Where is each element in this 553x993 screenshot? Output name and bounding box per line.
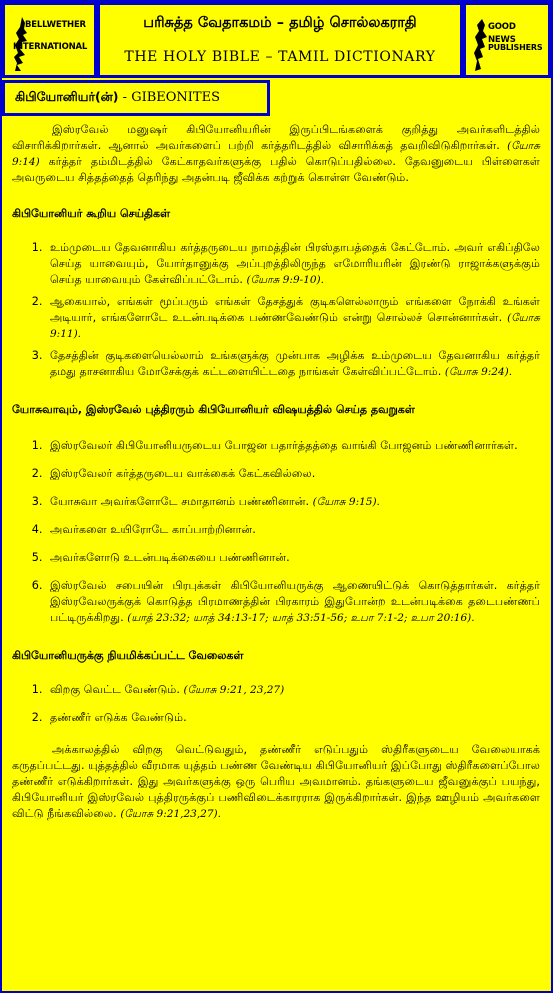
list-item xyxy=(46,550,540,566)
intro-paragraph xyxy=(12,122,540,186)
list-item xyxy=(46,240,540,288)
good-news-logo-line1: GOOD NEWS xyxy=(488,22,516,45)
list-item xyxy=(46,438,540,454)
list-item-text: அவர்களை உயிரோடே காப்பாற்றினான். xyxy=(50,523,256,536)
entry-title-tamil: கிபியோனியர்(ன்) xyxy=(15,89,119,104)
list-item xyxy=(46,348,540,380)
list-item xyxy=(46,294,540,342)
list-item xyxy=(46,578,540,626)
intro-text: இஸ்ரவேல் மனுஷர் கிபியோனியரின் இருப்பிடங்களைக் குறித்து அவர்களிடத்தில் விசாரிக்கிறார்கள். ஆனால் அவர்களைப் பற்றி கர்த்தரிடத்தில் விசாரிக்கத் தவறிவிடுகிறார்கள். xyxy=(12,123,540,152)
bellwether-logo-line1: BELLWETHER xyxy=(25,20,86,30)
list-item-ref: (யோசு 9:24). xyxy=(444,366,513,378)
list-item-text: தேசத்தின் குடிகளையெல்லாம் உங்களுக்கு முன்பாக அழிக்க உம்முடைய தேவனாகிய கர்த்தர் தமது தாசனாகிய மோசேக்குக் கட்டளையிட்டதை நாங்கள் கேள்விப்பட்டோம். xyxy=(50,349,540,378)
closing-ref: (யோசு 9:21,23,27). xyxy=(120,808,221,820)
closing-text: அக்காலத்தில் விறகு வெட்டுவதும், தண்ணீர் எடுப்பதும் ஸ்திரீகளுடைய வேலையாகக் கருதப்பட்டது. யுத்தத்தில் வீரமாக யுத்தம் பண்ண வேண்டிய கிபியோனியர் இப்போது ஸ்திரீகளைப்போல தண்ணீர் எடுக்கிறார்கள். இது அவர்களுக்கு ஒரு பெரிய அவமானம். தங்களுடைய ஜீவனுக்குப் பயந்து, கிபியோனியர் இஸ்ரவேல் புத்திரருக்குப் பணிவிடைக்காரராக இருக்கிறார்கள். இந்த ஊழியம் அவர்களை விட்டு நீங்கவில்லை. xyxy=(12,743,540,820)
entry-body xyxy=(12,122,540,822)
list-item-ref: (யோசு 9:21, 23,27) xyxy=(183,684,285,696)
good-news-logo xyxy=(463,2,551,78)
list-item-text: அவர்களோடு உடன்படிக்கையை பண்ணினான். xyxy=(50,551,290,564)
intro-text2: கர்த்தர் தம்மிடத்தில் கேட்காதவர்களுக்கு பதில் கொடுப்பதில்லை. தேவனுடைய பிள்ளைகள் அவருடைய சித்தத்தைத் தெரிந்து அதன்படி ஜீவிக்க கற்றுக் கொள்ள வேண்டும். xyxy=(12,155,541,184)
list-item-ref: (யோசு 9:15). xyxy=(312,496,380,508)
entry-title-english: GIBEONITES xyxy=(131,90,220,105)
section1-heading: கிபியோனியர் கூறிய செய்திகள் xyxy=(12,207,171,220)
title-tamil: பரிசுத்த வேதாகமம் – தமிழ் சொல்லகராதி xyxy=(143,15,417,31)
title-english: THE HOLY BIBLE – TAMIL DICTIONARY xyxy=(124,49,436,65)
list-item-ref: (யோசு 9:11). xyxy=(50,312,540,340)
list-item-text: யோசுவா அவர்களோடே சமாதானம் பண்ணினான். xyxy=(50,495,310,508)
list-item-ref: (யோசு 9:9-10). xyxy=(246,274,324,286)
entry-title xyxy=(15,89,220,106)
list-item-text: உம்முடைய தேவனாகிய கர்த்தருடைய நாமத்தின் பிரஸ்தாபத்தைக் கேட்டோம். அவர் எகிப்திலே செய்த யாவையும், யோர்தானுக்கு அப்புறத்திலிருந்த எமோரியரின் இரண்டு ராஜாக்களுக்கும் செய்த யாவையும் கேள்விப்பட்டோம். xyxy=(50,241,540,286)
list-item-text: தண்ணீர் எடுக்க வேண்டும். xyxy=(50,711,187,724)
closing-paragraph xyxy=(12,742,540,822)
list-item-text: விறகு வெட்ட வேண்டும். xyxy=(50,683,180,696)
intro-ref: (யோசு 9:14) xyxy=(12,140,540,168)
list-item xyxy=(46,522,540,538)
entry-title-box xyxy=(2,80,270,116)
bellwether-logo xyxy=(2,2,97,78)
section2-list xyxy=(12,438,540,626)
list-item xyxy=(46,710,540,726)
bellwether-logo-line2: INTERNATIONAL xyxy=(13,42,88,52)
list-item-text: ஆகையால், எங்கள் மூப்பரும் எங்கள் தேசத்துக் குடிகளெல்லாரும் எங்களை நோக்கி உங்கள் அடியார், எங்களோடே உடன்படிக்கை பண்ணவேண்டும் என்று சொல்லச் சொன்னார்கள். xyxy=(50,295,540,324)
list-item-ref: (யாத் 23:32; யாத் 34:13-17; யாத் 33:51-56; உபா 7:1-2; உபா 20:16). xyxy=(127,612,475,624)
list-item-text: இஸ்ரவேலர் கர்த்தருடைய வாக்கைக் கேட்கவில்லை. xyxy=(50,467,316,480)
list-item xyxy=(46,494,540,510)
title-banner xyxy=(97,2,463,78)
section1-list xyxy=(12,240,540,380)
list-item-text: இஸ்ரவேல் சபையின் பிரபுக்கள் கிபியோனியருக்கு ஆணையிட்டுக் கொடுத்தார்கள். கர்த்தர் இஸ்ரவேலருக்குக் கொடுத்த பிரமாணத்தின் பிரகாரம் இதுபோன்ற உடன்படிக்கை தடைபண்ணப் பட்டிருக்கிறது. xyxy=(50,579,540,624)
section3-list xyxy=(12,682,540,726)
section2-heading: யோசுவாவும், இஸ்ரவேல் புத்திரரும் கிபியோனியர் விஷயத்தில் செய்த தவறுகள் xyxy=(12,403,415,416)
list-item xyxy=(46,466,540,482)
good-news-logo-line2: PUBLISHERS xyxy=(488,43,543,52)
section3-heading: கிபியோனியருக்கு நியமிக்கப்பட்ட வேலைகள் xyxy=(12,649,244,662)
entry-title-sep: - xyxy=(118,90,132,105)
list-item xyxy=(46,682,540,698)
list-item-text: இஸ்ரவேலர் கிபியோனியருடைய போஜன பதார்த்தத்தை வாங்கி போஜனம் பண்ணினார்கள். xyxy=(50,439,518,452)
